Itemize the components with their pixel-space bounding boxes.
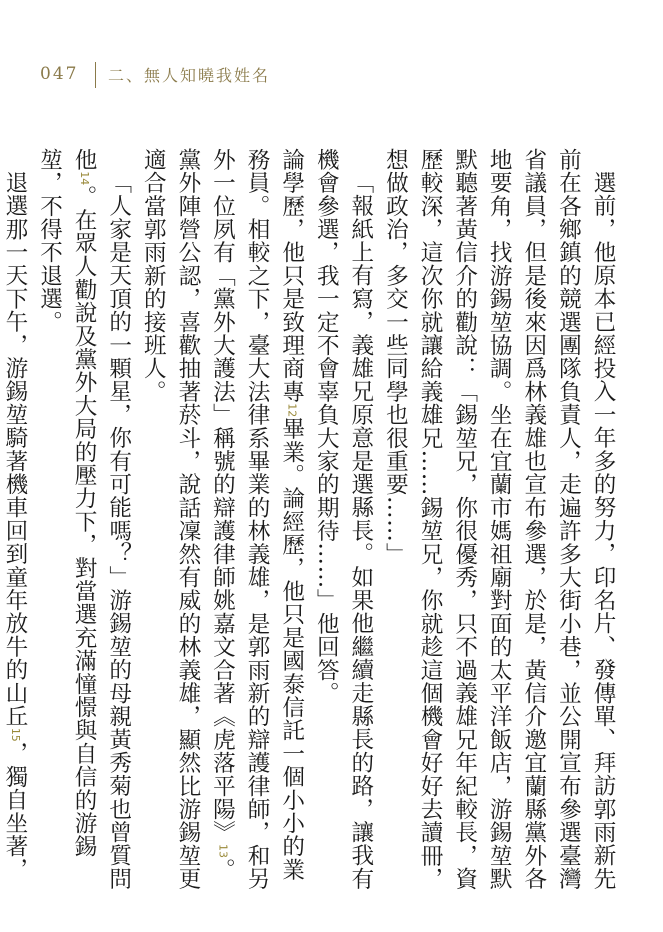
footnote-marker: 12 bbox=[285, 403, 299, 418]
paragraph bbox=[136, 148, 309, 900]
body-text bbox=[1, 148, 620, 900]
paragraph bbox=[32, 148, 136, 900]
header-divider bbox=[95, 62, 96, 88]
text-segment: 選前，他原本已經投入一年多的努力，印名片、發傳單、拜訪郭雨新先前在各鄉鎮的競選團隊負責人，走遍許多大街小巷，並公開宣布參選臺灣省議員，但是後來因爲林義雄也宣布參選，於是，黃信介邀宜蘭縣黨外各地要角，找游錫堃協調。坐在宜蘭市媽祖廟對面的太平洋飯店，游錫堃默默聽著黃信介的勸說：「錫堃兄，你很優秀，只不過義雄兄年紀較長，資歷較深，這次你就讓給義雄兄……錫堃兄，你就趁這個機會好好去讀冊，想做政治，多交一些同學也很重要……」 bbox=[382, 148, 616, 891]
text-segment: 「人家是天頂的一顆星，你有可能嗎？」游錫堃的母親黃秀菊也曾質問他 bbox=[71, 148, 132, 890]
page-number: 047 bbox=[40, 64, 79, 84]
paragraph bbox=[0, 148, 32, 900]
footnote-marker: 14 bbox=[78, 171, 92, 186]
text-segment: 畢業。論經歷，他只是國泰信託一個小小的業務員。相較之下，臺大法律系畢業的林義雄，是郭雨新的辯護律師，和另外一位夙有「黨外大護法」稱號的辯護律師姚嘉文合著《虎落平陽》 bbox=[209, 148, 305, 891]
text-segment: 退選那一天下午，游錫堃騎著機車回到童年放牛的山丘 bbox=[1, 170, 28, 728]
paragraph bbox=[378, 148, 620, 900]
page-header bbox=[0, 56, 663, 96]
text-segment: 。黨外陣營公認，喜歡抽著菸斗，說話凜然有威的林義雄，顯然比游錫堃更適合當郭雨新的接班人。 bbox=[140, 148, 236, 891]
footnote-marker: 15 bbox=[8, 727, 22, 742]
text-segment: ，獨自坐著， bbox=[1, 741, 28, 881]
footnote-marker: 13 bbox=[216, 844, 230, 858]
chapter-title: 二、無人知曉我姓名 bbox=[108, 66, 271, 85]
text-segment: 論學歷，他只是致理商專 bbox=[278, 148, 305, 404]
text-segment: 。在眾人勸說及黨外大局的壓力下，對當選充滿憧憬與自信的游錫堃，不得不退選。 bbox=[36, 148, 98, 859]
text-segment: 「報紙上有寫，義雄兄原意是選縣長。如果他繼續走縣長的路，讓我有機會參選，我一定不會辜負大家的期待……」他回答。 bbox=[313, 148, 374, 890]
paragraph bbox=[309, 148, 378, 900]
